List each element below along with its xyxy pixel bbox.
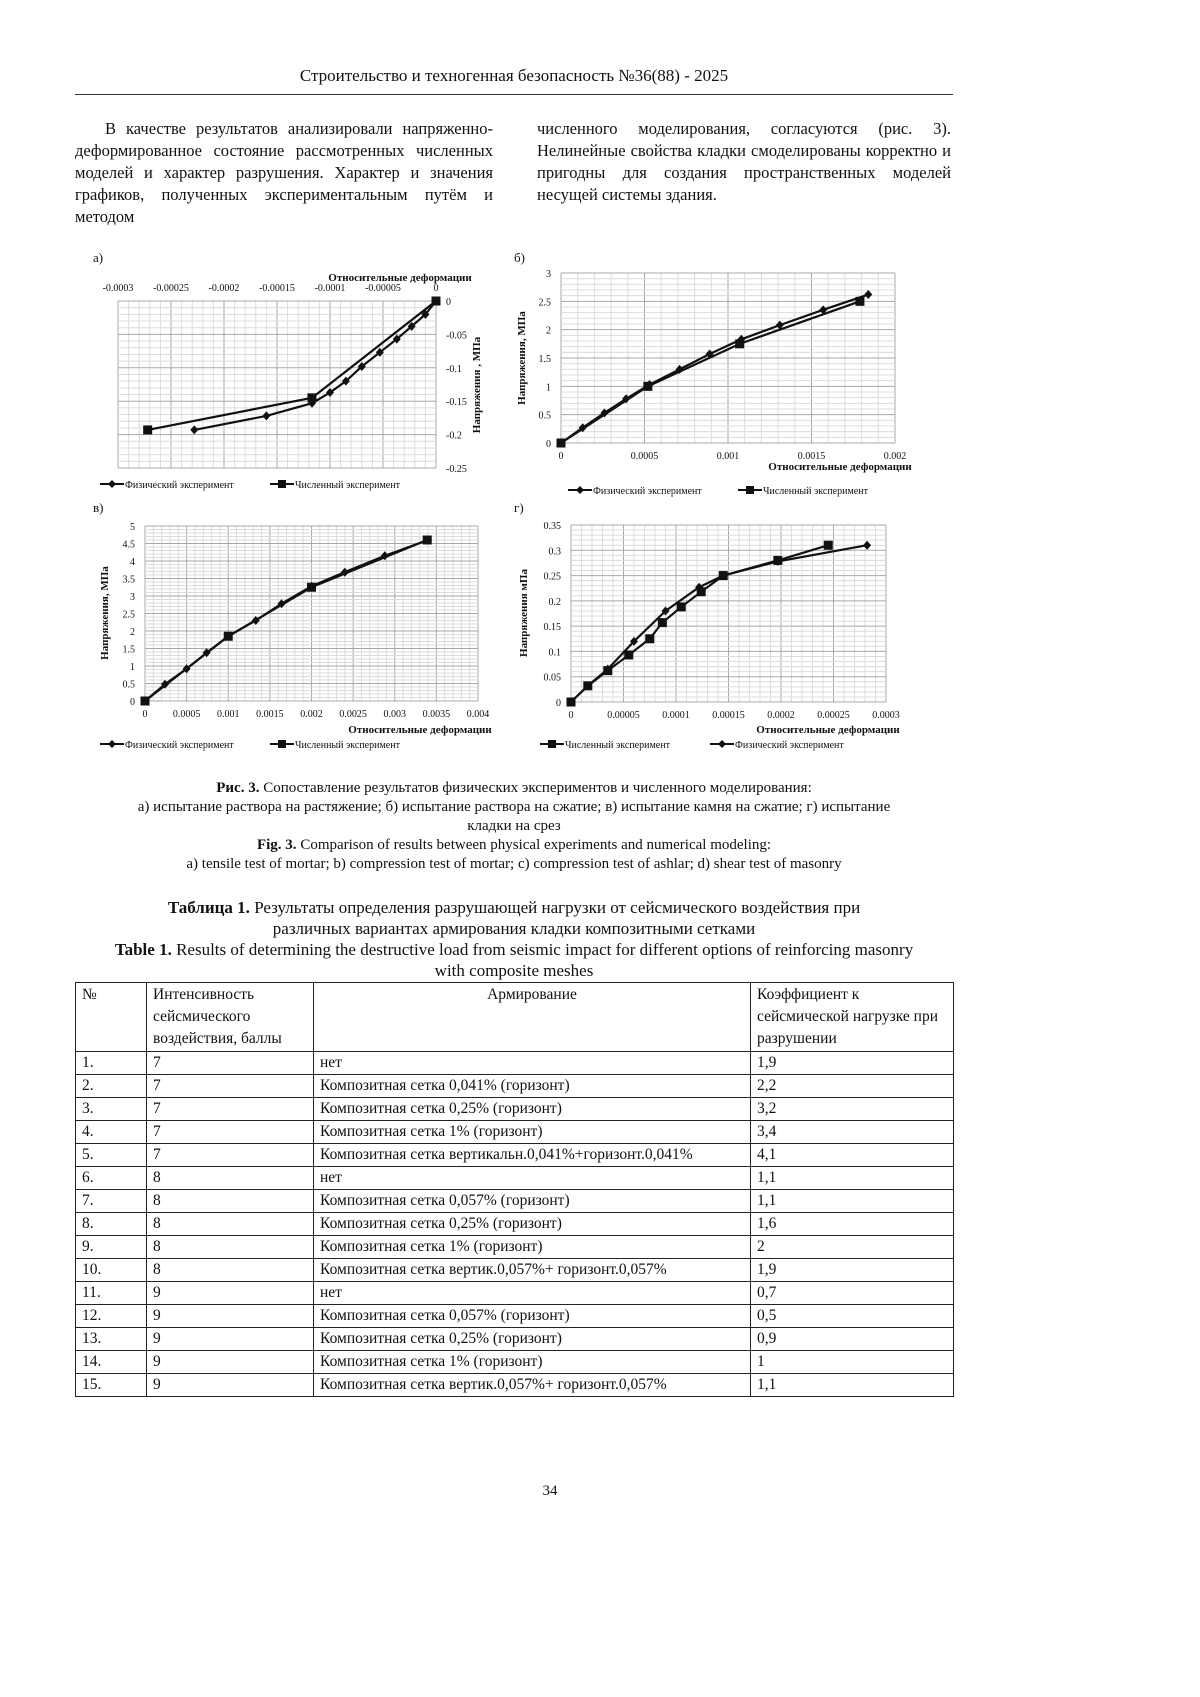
y-tick-label: 0 [130, 697, 135, 708]
table-cell: 7 [147, 1144, 314, 1167]
y-tick-label: 0.1 [548, 647, 561, 659]
y-tick-label: -0.15 [446, 397, 467, 409]
data-point-square [643, 382, 652, 391]
page-number: 34 [542, 1483, 558, 1499]
y-tick-label: 0.2 [548, 596, 561, 608]
x-axis-title: Относительные деформации [348, 724, 492, 736]
table-row [76, 1190, 954, 1213]
table-cell: 14. [76, 1351, 147, 1374]
table-cell: 9 [147, 1351, 314, 1374]
table-cell: 3,2 [751, 1098, 954, 1121]
data-point-diamond [393, 335, 401, 344]
legend-label: Численный эксперимент [295, 480, 400, 491]
x-axis-title: Относительные деформации [756, 724, 900, 736]
table-cell: 1 [751, 1351, 954, 1374]
table-cell: Композитная сетка вертик.0,057%+ горизонт.0,057% [314, 1259, 751, 1282]
y-tick-label: 1.5 [538, 354, 551, 365]
table-cell: 7 [147, 1121, 314, 1144]
caption-title-ru: Сопоставление результатов физических экспериментов и численного моделирования: [259, 780, 812, 796]
table-cell: 7 [147, 1098, 314, 1121]
y-tick-label: -0.2 [446, 430, 462, 442]
table-header-row [76, 983, 954, 1052]
table-cell: 3. [76, 1098, 147, 1121]
data-point-diamond [358, 362, 366, 371]
y-tick-label: 5 [130, 522, 135, 533]
data-point-square [624, 650, 633, 659]
x-tick-label: 0.0025 [339, 709, 367, 720]
legend-diamond-marker [576, 486, 584, 494]
y-tick-label: 0.5 [122, 679, 135, 691]
y-tick-label: 4 [130, 557, 135, 568]
panel-label: б) [514, 250, 525, 265]
data-point-square [855, 297, 864, 306]
table-cell: 13. [76, 1328, 147, 1351]
table-cell: 1,9 [751, 1052, 954, 1075]
table-cell: Композитная сетка 0,057% (горизонт) [314, 1190, 751, 1213]
x-tick-label: -0.0003 [102, 283, 134, 294]
data-point-square [423, 536, 432, 545]
data-point-diamond [776, 321, 784, 330]
table-cell: 8. [76, 1213, 147, 1236]
panel-label: в) [93, 500, 104, 515]
table-row [76, 1144, 954, 1167]
x-tick-label: 0.00005 [607, 710, 640, 721]
panel-label: г) [514, 500, 524, 515]
data-point-diamond [863, 541, 871, 550]
table-row [76, 1213, 954, 1236]
legend-label: Физический эксперимент [735, 740, 844, 751]
table-cell: 15. [76, 1374, 147, 1397]
data-point-diamond [676, 365, 684, 374]
x-tick-label: -0.00015 [259, 283, 295, 294]
table-title-en: Results of determining the destructive load from seismic impact for different options of reinforcing masonry with composite meshes [171, 940, 914, 980]
table-cell: 9 [147, 1374, 314, 1397]
legend-square-marker [278, 740, 286, 748]
running-header: Строительство и техногенная безопасность №36(88) - 2025 [299, 66, 729, 85]
paragraph: численного моделирования, согласуются (рис. 3). Нелинейные свойства кладки смоделированы корректно и пригодны для создания пространственных моделей несущей системы здания. [537, 119, 951, 204]
series-line-square [571, 545, 828, 702]
data-point-diamond [252, 616, 260, 625]
data-point-square [224, 632, 233, 641]
legend-label: Численный эксперимент [763, 486, 868, 497]
x-axis-title: Относительные деформации [768, 461, 912, 473]
x-tick-label: -0.00005 [365, 283, 401, 294]
data-point-diamond [567, 698, 575, 707]
table-label-en: Table 1. [114, 940, 172, 959]
data-point-diamond [141, 697, 149, 706]
table-cell: Композитная сетка 0,057% (горизонт) [314, 1305, 751, 1328]
table-title-ru: Результаты определения разрушающей нагрузки от сейсмического воздействия при различных вариантах армирования кладки композитными сетками [249, 898, 861, 938]
table-cell: 2 [751, 1236, 954, 1259]
y-tick-label: 1 [130, 662, 135, 673]
y-tick-label: 3.5 [122, 574, 135, 586]
x-tick-label: -0.0002 [208, 283, 240, 294]
y-axis-title: Напряжения, МПа [99, 566, 111, 660]
chart-panel-1 [557, 273, 896, 494]
data-point-diamond [224, 632, 232, 641]
y-tick-label: -0.25 [446, 464, 467, 475]
data-point-diamond [706, 350, 714, 359]
table-cell: 1,1 [751, 1374, 954, 1397]
column-header: № [76, 983, 147, 1052]
table-cell: Композитная сетка 0,25% (горизонт) [314, 1098, 751, 1121]
table-row [76, 1098, 954, 1121]
data-point-square [307, 583, 316, 592]
table-cell: 8 [147, 1213, 314, 1236]
data-point-diamond [326, 388, 334, 397]
table-cell: 7 [147, 1052, 314, 1075]
x-tick-label: 0.0005 [630, 451, 659, 462]
data-point-diamond [737, 335, 745, 344]
y-tick-label: 3 [130, 592, 135, 603]
y-tick-label: 0.35 [543, 521, 561, 532]
x-tick-label: 0 [568, 710, 574, 721]
data-point-square [645, 634, 654, 643]
data-point-diamond [161, 680, 169, 689]
data-point-diamond [557, 439, 565, 448]
body-text-right [537, 118, 951, 206]
table-cell: 7. [76, 1190, 147, 1213]
table-cell: 1,1 [751, 1190, 954, 1213]
legend-square-marker [278, 480, 286, 488]
x-axis-title: Относительные деформации [328, 272, 472, 284]
legend-label: Физический эксперимент [593, 486, 702, 497]
table-cell: нет [314, 1052, 751, 1075]
table-cell: 3,4 [751, 1121, 954, 1144]
table-cell: 4. [76, 1121, 147, 1144]
x-tick-label: 0.0001 [662, 710, 690, 721]
data-point-diamond [864, 290, 872, 299]
y-tick-label: 2 [546, 325, 551, 337]
y-tick-label: 0.05 [543, 672, 561, 684]
x-tick-label: -0.0001 [314, 283, 346, 294]
y-tick-label: 2.5 [538, 297, 551, 309]
header-rule [75, 94, 953, 95]
data-point-diamond [600, 408, 608, 417]
data-point-diamond [262, 411, 270, 420]
legend-square-marker [548, 740, 556, 748]
y-tick-label: 1.5 [122, 644, 135, 656]
y-tick-label: 2 [130, 627, 135, 638]
table-cell: Композитная сетка 0,041% (горизонт) [314, 1075, 751, 1098]
x-tick-label: 0.004 [466, 709, 490, 720]
table-cell: 1,1 [751, 1167, 954, 1190]
data-point-square [773, 556, 782, 565]
data-point-diamond [203, 648, 211, 657]
data-point-square [307, 393, 316, 402]
table-row [76, 1075, 954, 1098]
data-point-diamond [308, 582, 316, 591]
x-tick-label: 0.0015 [797, 451, 826, 462]
y-tick-label: 0 [556, 698, 561, 709]
table-cell: 7 [147, 1075, 314, 1098]
table-cell: 10. [76, 1259, 147, 1282]
data-point-square [658, 618, 667, 627]
table-row [76, 1374, 954, 1397]
y-tick-label: -0.1 [446, 363, 462, 375]
table-cell: 1. [76, 1052, 147, 1075]
series-line-square [148, 301, 436, 430]
x-tick-label: 0.0015 [256, 709, 284, 720]
data-point-square [735, 339, 744, 348]
x-tick-label: 0.00015 [712, 710, 745, 721]
table-cell: Композитная сетка 0,25% (горизонт) [314, 1328, 751, 1351]
table-cell: 6. [76, 1167, 147, 1190]
data-point-diamond [308, 399, 316, 408]
data-point-diamond [584, 681, 592, 690]
table-cell: 8 [147, 1236, 314, 1259]
data-point-diamond [662, 606, 670, 615]
x-tick-label: 0.0035 [422, 709, 451, 720]
data-point-square [143, 425, 152, 434]
data-point-square [141, 697, 150, 706]
table-cell: 8 [147, 1259, 314, 1282]
table-cell: 5. [76, 1144, 147, 1167]
data-point-diamond [341, 568, 349, 577]
y-axis-title: Напряжения мПа [518, 569, 530, 657]
legend-label: Численный эксперимент [565, 740, 670, 751]
data-point-diamond [278, 599, 286, 608]
legend-diamond-marker [108, 740, 116, 748]
table-cell: 11. [76, 1282, 147, 1305]
caption-label-ru: Рис. 3. [216, 780, 260, 796]
table-cell: 8 [147, 1167, 314, 1190]
data-point-diamond [579, 423, 587, 432]
x-tick-label: 0.0002 [767, 710, 795, 721]
caption-items-ru: а) испытание раствора на растяжение; б) испытание раствора на сжатие; в) испытание камня на сжатие; г) испытание кладки на срез [137, 799, 891, 834]
y-tick-label: 0 [546, 439, 551, 450]
data-point-diamond [604, 665, 612, 674]
data-point-diamond [719, 571, 727, 580]
table-cell: 2,2 [751, 1075, 954, 1098]
figure-caption [75, 779, 953, 874]
table-cell: Композитная сетка вертик.0,057%+ горизонт.0,057% [314, 1374, 751, 1397]
x-tick-label: 0.0005 [172, 709, 201, 720]
table-cell: нет [314, 1167, 751, 1190]
table-cell: 12. [76, 1305, 147, 1328]
caption-title-en: Comparison of results between physical experiments and numerical modeling: [296, 837, 772, 853]
data-point-square [557, 439, 566, 448]
legend-diamond-marker [108, 480, 116, 488]
body-text-left [75, 118, 493, 228]
x-tick-label: 0.003 [383, 709, 406, 720]
table-row [76, 1351, 954, 1374]
table-row [76, 1236, 954, 1259]
data-point-diamond [622, 394, 630, 403]
x-tick-label: 0.002 [300, 709, 323, 720]
data-point-diamond [774, 557, 782, 566]
y-tick-label: 3 [546, 269, 551, 280]
x-tick-label: 0.001 [217, 709, 240, 720]
table-row [76, 1282, 954, 1305]
y-tick-label: 2.5 [122, 609, 135, 621]
table-cell: 1,9 [751, 1259, 954, 1282]
table-cell: 9 [147, 1282, 314, 1305]
table-label-ru: Таблица 1. [167, 898, 250, 917]
data-point-diamond [190, 425, 198, 434]
x-tick-label: 0.001 [716, 451, 740, 462]
legend-label: Физический эксперимент [125, 740, 234, 751]
data-point-diamond [424, 536, 432, 545]
table-cell: 9. [76, 1236, 147, 1259]
table-cell: Композитная сетка 0,25% (горизонт) [314, 1213, 751, 1236]
data-point-diamond [819, 305, 827, 314]
y-tick-label: -0.05 [446, 330, 467, 342]
data-point-diamond [695, 583, 703, 592]
x-tick-label: 0.0003 [872, 710, 900, 721]
data-point-square [432, 297, 441, 306]
data-point-diamond [342, 377, 350, 386]
table-cell: 2. [76, 1075, 147, 1098]
data-point-diamond [432, 297, 440, 306]
y-tick-label: 0 [446, 297, 451, 308]
table-title [75, 897, 953, 981]
data-point-diamond [183, 664, 191, 673]
table-row [76, 1052, 954, 1075]
chart-panel-3 [540, 525, 886, 748]
chart-panel-0 [100, 297, 441, 489]
table-row [76, 1167, 954, 1190]
data-point-square [567, 698, 576, 707]
data-point-square [677, 602, 686, 611]
x-tick-label: 0 [433, 283, 439, 294]
table-cell: 4,1 [751, 1144, 954, 1167]
legend-label: Физический эксперимент [125, 480, 234, 491]
table-cell: 0,7 [751, 1282, 954, 1305]
y-tick-label: 0.25 [543, 571, 561, 583]
y-tick-label: 4.5 [122, 539, 135, 551]
data-point-square [824, 541, 833, 550]
paragraph: В качестве результатов анализировали напряженно-деформированное состояние рассмотренных численных моделей и характер разрушения. Характер и значения графиков, полученных экспериментальным путём и методом [75, 119, 493, 226]
table-cell: Композитная сетка 1% (горизонт) [314, 1121, 751, 1144]
table-cell: 1,6 [751, 1213, 954, 1236]
y-axis-title: Напряжения , МПа [471, 336, 483, 434]
data-point-square [583, 681, 592, 690]
table-cell: Композитная сетка 1% (горизонт) [314, 1236, 751, 1259]
column-header: Коэффициент к сейсмической нагрузке при разрушении [751, 983, 954, 1052]
table-cell: Композитная сетка 1% (горизонт) [314, 1351, 751, 1374]
column-header: Армирование [314, 983, 751, 1052]
series-line-square [561, 301, 860, 443]
table-row [76, 1305, 954, 1328]
series-line-diamond [194, 301, 436, 430]
table-row [76, 1121, 954, 1144]
data-point-square [603, 666, 612, 675]
table-cell: Композитная сетка вертикальн.0,041%+горизонт.0,041% [314, 1144, 751, 1167]
y-axis-title: Напряжения, МПа [516, 311, 528, 405]
x-tick-label: 0 [142, 709, 148, 720]
y-tick-label: 1 [546, 382, 551, 394]
column-header: Интенсивность сейсмического воздействия, баллы [147, 983, 314, 1052]
data-point-diamond [630, 637, 638, 646]
results-table [75, 982, 954, 1397]
data-point-diamond [646, 380, 654, 389]
legend-diamond-marker [718, 740, 726, 748]
x-tick-label: 0 [558, 451, 564, 462]
chart-panel-2 [100, 526, 478, 748]
series-line-square [145, 540, 427, 701]
data-point-diamond [376, 348, 384, 357]
series-line-diamond [145, 540, 428, 701]
data-point-square [719, 571, 728, 580]
caption-label-en: Fig. 3. [256, 837, 297, 853]
legend-square-marker [746, 486, 754, 494]
table-row [76, 1259, 954, 1282]
data-point-diamond [408, 322, 416, 331]
series-line-diamond [571, 545, 867, 702]
table-cell: нет [314, 1282, 751, 1305]
x-tick-label: 0.00025 [817, 710, 850, 721]
series-line-diamond [561, 295, 868, 443]
y-tick-label: 0.3 [548, 546, 561, 558]
y-tick-label: 0.15 [543, 622, 561, 634]
panel-label: а) [93, 250, 104, 265]
table-cell: 8 [147, 1190, 314, 1213]
table-row [76, 1328, 954, 1351]
caption-items-en: a) tensile test of mortar; b) compression test of mortar; c) compression test of ashlar; d) shear test of masonry [186, 856, 842, 872]
x-tick-label: 0.002 [883, 451, 907, 462]
table-cell: 9 [147, 1328, 314, 1351]
data-point-square [697, 587, 706, 596]
table-cell: 0,5 [751, 1305, 954, 1328]
x-tick-label: -0.00025 [153, 283, 189, 294]
data-point-diamond [421, 310, 429, 319]
legend-label: Численный эксперимент [295, 740, 400, 751]
table-cell: 9 [147, 1305, 314, 1328]
data-point-diamond [381, 551, 389, 560]
table-cell: 0,9 [751, 1328, 954, 1351]
y-tick-label: 0.5 [538, 410, 551, 422]
